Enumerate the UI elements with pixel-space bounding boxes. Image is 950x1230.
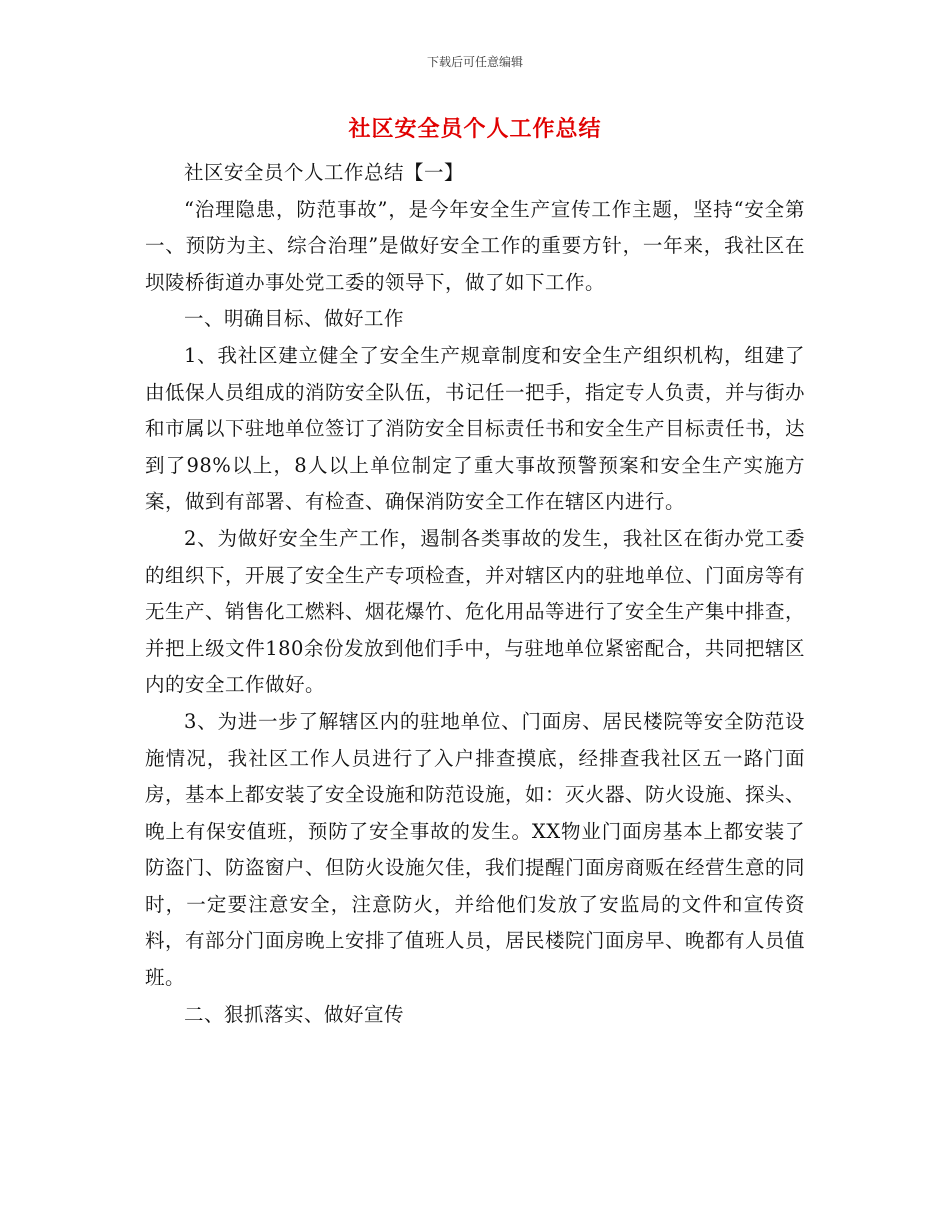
paragraph-item-2: 2、为做好安全生产工作，遏制各类事故的发生，我社区在街办党工委的组织下，开展了安全生产专项检查，并对辖区内的驻地单位、门面房等有无生产、销售化工燃料、烟花爆竹、危化用品等进行了安全生产集中排查，并把上级文件180余份发放到他们手中，与驻地单位紧密配合，共同把辖区内的安全工作做好。 (145, 526, 806, 697)
paragraph-item-3: 3、为进一步了解辖区内的驻地单位、门面房、居民楼院等安全防范设施情况，我社区工作人员进行了入户排查摸底，经排查我社区五一路门面房，基本上都安装了安全设施和防范设施，如：灭火器、防火设施、探头、晚上有保安值班，预防了安全事故的发生。XX物业门面房基本上都安装了防盗门、防盗窗户、但防火设施欠佳，我们提醒门面房商贩在经营生意的同时，一定要注意安全，注意防火，并给他们发放了安监局的文件和宣传资料，有部分门面房晚上安排了值班人员，居民楼院门面房早、晚都有人员值班。 (145, 709, 806, 990)
section-heading-1: 一、明确目标、做好工作 (184, 307, 405, 331)
paragraph-item-1: 1、我社区建立健全了安全生产规章制度和安全生产组织机构，组建了由低保人员组成的消防安全队伍，书记任一把手，指定专人负责，并与街办和市属以下驻地单位签订了消防安全目标责任书和安全生产目标责任书，达到了98%以上，8人以上单位制定了重大事故预警预案和安全生产实施方案，做到有部署、有检查、确保消防安全工作在辖区内进行。 (145, 343, 806, 514)
header-note: 下载后可任意编辑 (426, 55, 523, 69)
document-title: 社区安全员个人工作总结 (348, 117, 602, 142)
paragraph-subtitle: 社区安全员个人工作总结【一】 (184, 161, 465, 184)
section-heading-2: 二、狠抓落实、做好宣传 (184, 1002, 405, 1026)
document-body (145, 155, 805, 1033)
paragraph-intro: “治理隐患，防范事故”，是今年安全生产宣传工作主题，坚持“安全第一、预防为主、综合治理”是做好安全工作的重要方针，一年来，我社区在坝陵桥街道办事处党工委的领导下，做了如下工作。 (145, 197, 805, 294)
